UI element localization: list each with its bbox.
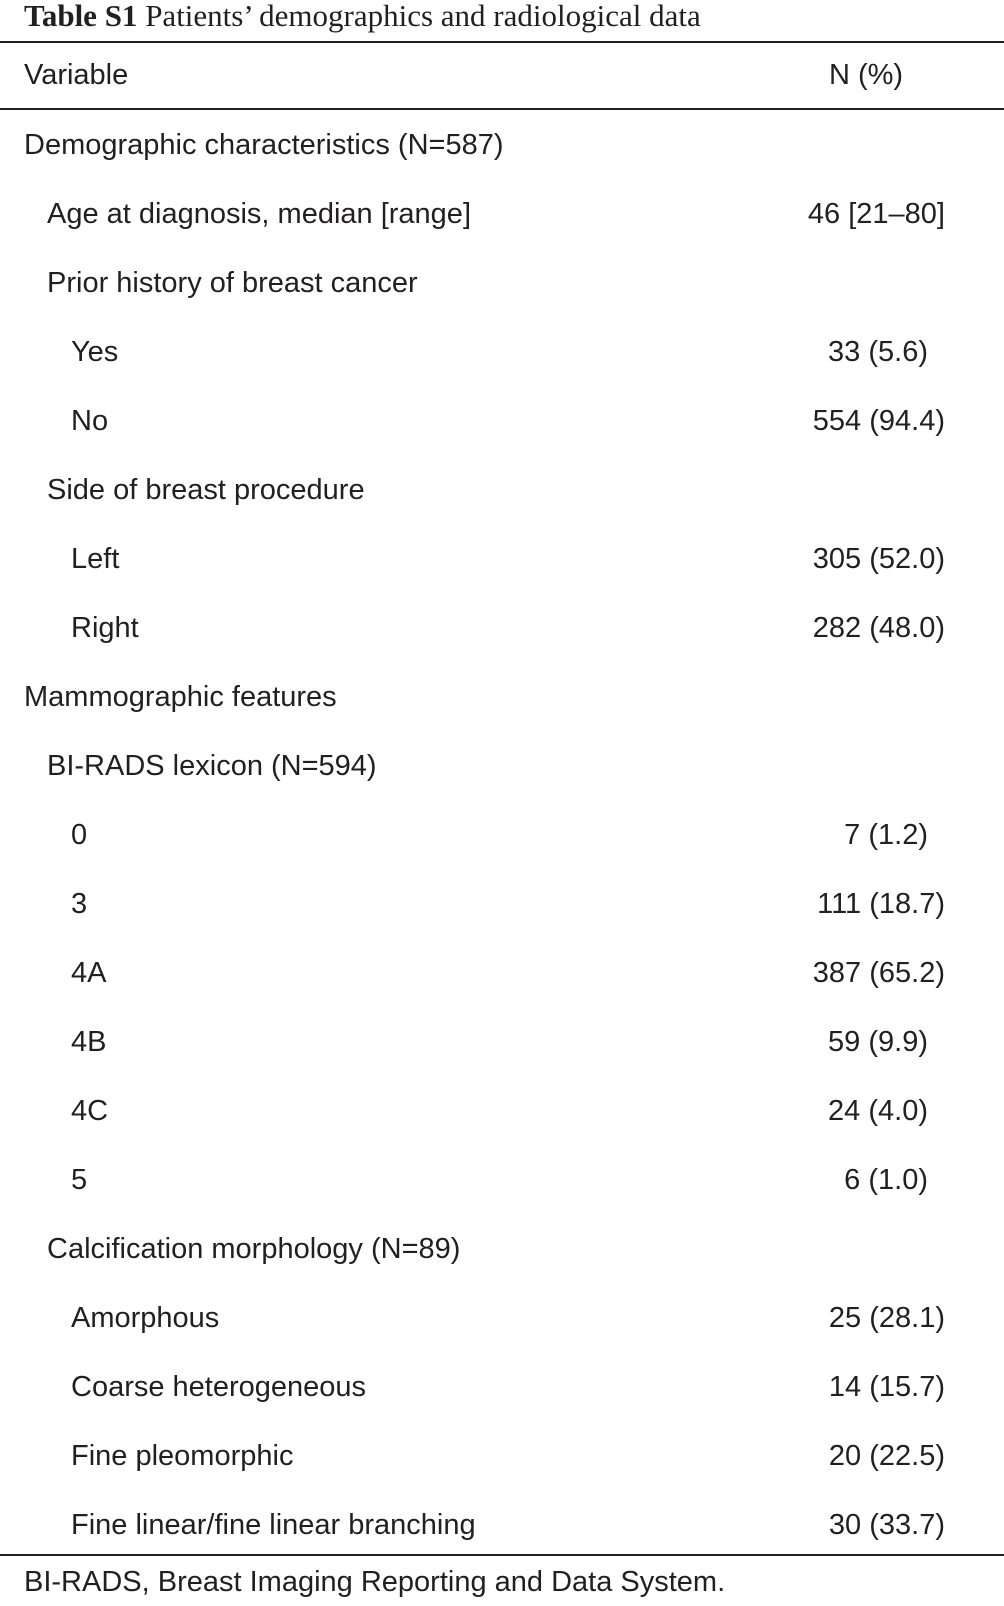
row-label: Age at diagnosis, median [range] bbox=[47, 198, 471, 230]
table-row bbox=[0, 870, 1004, 939]
table-row bbox=[0, 801, 1004, 870]
row-label: 4C bbox=[71, 1095, 109, 1127]
table-caption-label: Table S1 bbox=[24, 0, 138, 33]
row-label: No bbox=[71, 405, 109, 437]
table-row bbox=[0, 180, 1004, 249]
table-row bbox=[0, 525, 1004, 594]
row-label: Mammographic features bbox=[24, 681, 337, 713]
row-label: Amorphous bbox=[71, 1302, 220, 1334]
row-value: 282 (48.0) bbox=[812, 612, 945, 644]
row-label: Left bbox=[71, 543, 120, 575]
table-row bbox=[0, 1077, 1004, 1146]
table-row bbox=[0, 456, 1004, 525]
table-row bbox=[0, 249, 1004, 318]
table-row bbox=[0, 1284, 1004, 1353]
row-value: 14 (15.7) bbox=[828, 1371, 945, 1403]
row-label: Demographic characteristics (N=587) bbox=[24, 129, 504, 161]
row-label: Fine linear/fine linear branching bbox=[71, 1509, 476, 1541]
row-value: 554 (94.4) bbox=[812, 405, 945, 437]
table-row bbox=[0, 1422, 1004, 1491]
table-body bbox=[0, 111, 1004, 1560]
row-value: 33 (5.6) bbox=[828, 336, 928, 368]
table-row bbox=[0, 663, 1004, 732]
row-label: Coarse heterogeneous bbox=[71, 1371, 367, 1403]
column-header-variable: Variable bbox=[24, 59, 129, 91]
row-label: Yes bbox=[71, 336, 119, 368]
table-row bbox=[0, 1146, 1004, 1215]
row-value: 7 (1.2) bbox=[844, 819, 928, 851]
row-value: 6 (1.0) bbox=[844, 1164, 928, 1196]
row-value: 59 (9.9) bbox=[828, 1026, 928, 1058]
table-footnote: BI-RADS, Breast Imaging Reporting and Data System. bbox=[24, 1566, 726, 1598]
row-value: 25 (28.1) bbox=[828, 1302, 945, 1334]
header-rule bbox=[0, 108, 1004, 110]
row-label: 5 bbox=[71, 1164, 88, 1196]
row-value: 24 (4.0) bbox=[828, 1095, 928, 1127]
row-label: Side of breast procedure bbox=[47, 474, 365, 506]
row-label: 4B bbox=[71, 1026, 107, 1058]
table-caption-title: Patients’ demographics and radiological data bbox=[145, 0, 701, 33]
row-label: Fine pleomorphic bbox=[71, 1440, 294, 1472]
table-caption bbox=[24, 0, 701, 36]
table-row bbox=[0, 732, 1004, 801]
column-header-n-percent: N (%) bbox=[828, 59, 904, 91]
table-row bbox=[0, 1215, 1004, 1284]
table-row bbox=[0, 939, 1004, 1008]
table-row bbox=[0, 1491, 1004, 1560]
row-value: 46 [21–80] bbox=[807, 198, 945, 230]
row-value: 20 (22.5) bbox=[828, 1440, 945, 1472]
table-row bbox=[0, 111, 1004, 180]
row-value: 111 (18.7) bbox=[817, 888, 945, 920]
row-value: 305 (52.0) bbox=[812, 543, 945, 575]
row-label: 0 bbox=[71, 819, 88, 851]
row-label: Right bbox=[71, 612, 139, 644]
table-row bbox=[0, 387, 1004, 456]
row-value: 387 (65.2) bbox=[812, 957, 945, 989]
row-label: BI-RADS lexicon (N=594) bbox=[47, 750, 377, 782]
table-row bbox=[0, 594, 1004, 663]
row-value: 30 (33.7) bbox=[828, 1509, 945, 1541]
bottom-rule bbox=[0, 1554, 1004, 1556]
row-label: Prior history of breast cancer bbox=[47, 267, 418, 299]
table-row bbox=[0, 318, 1004, 387]
row-label: 4A bbox=[71, 957, 107, 989]
table-row bbox=[0, 1353, 1004, 1422]
table-header-row bbox=[0, 43, 1004, 108]
table-row bbox=[0, 1008, 1004, 1077]
row-label: 3 bbox=[71, 888, 88, 920]
row-label: Calcification morphology (N=89) bbox=[47, 1233, 461, 1265]
